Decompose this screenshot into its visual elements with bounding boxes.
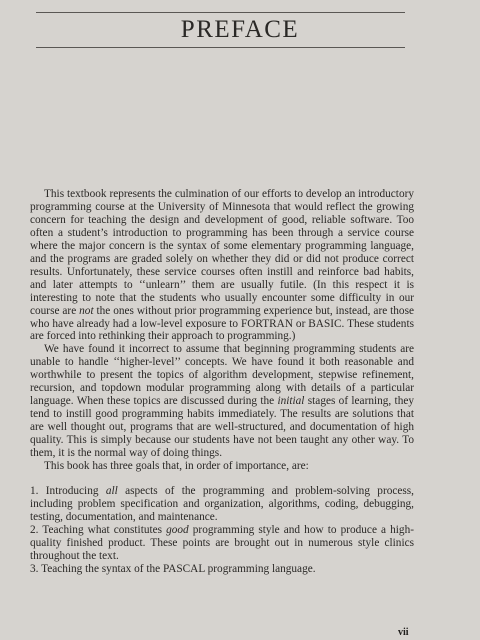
emphasis: not (79, 304, 94, 317)
header-rule-top (36, 12, 405, 13)
emphasis: initial (277, 395, 305, 408)
goals-list (30, 485, 414, 576)
list-item: 3. Teaching the syntax of the PASCAL programming language. (30, 562, 316, 575)
emphasis: all (105, 484, 118, 497)
paragraph: This book has three goals that, in order of importance, are: (44, 460, 309, 473)
emphasis: good (166, 523, 189, 536)
page-title: PREFACE (180, 16, 300, 43)
page-number: vii (398, 627, 409, 638)
paragraph: We have found it incorrect to assume that beginning programming students are unable to handle ‘‘higher-level’’ concepts. We have found it both reasonable and worthwhile to present the topics of algorithm development, stepwise refinement, recursion, and topdown modular programming along with details of a particular language. When these topics are discussed during the initial stages of learning, they tend to instill good programming habits immediately. The results are solutions that are well thought out, programs that are well-structured, and documentation of high quality. This is simply because our students have not been taught any other way. To them, it is the normal way of doing things. (30, 343, 415, 460)
header-rule-bottom (36, 47, 405, 48)
list-item: 2. Teaching what constitutes good programming style and how to produce a high-quality finished product. These points are brought out in numerous style clinics throughout the text. (30, 523, 414, 562)
preface-body (30, 188, 414, 576)
list-item: 1. Introducing all aspects of the programming and problem-solving process, including problem specification and organization, algorithms, coding, debugging, testing, documentation, and maintenance. (30, 484, 415, 523)
paragraph: This textbook represents the culmination of our efforts to develop an introductory programming course at the University of Minnesota that would reflect the growing concern for teaching the design and development of good, reliable software. Too often a student’s introduction to programming has been through a service course where the major concern is the syntax of some elementary programming language, and the programs are graded solely on whether they did or did not produce correct results. Unfortunately, these service courses often instill and reinforce bad habits, and later attempts to ‘‘unlearn’’ them are usually futile. (In this respect it is interesting to note that the students who usually encounter some difficulty in our course are not the ones without prior programming experience but, instead, are those who have already had a low-level exposure to FORTRAN or BASIC. These students are forced into rethinking their approach to programming.) (30, 188, 414, 343)
